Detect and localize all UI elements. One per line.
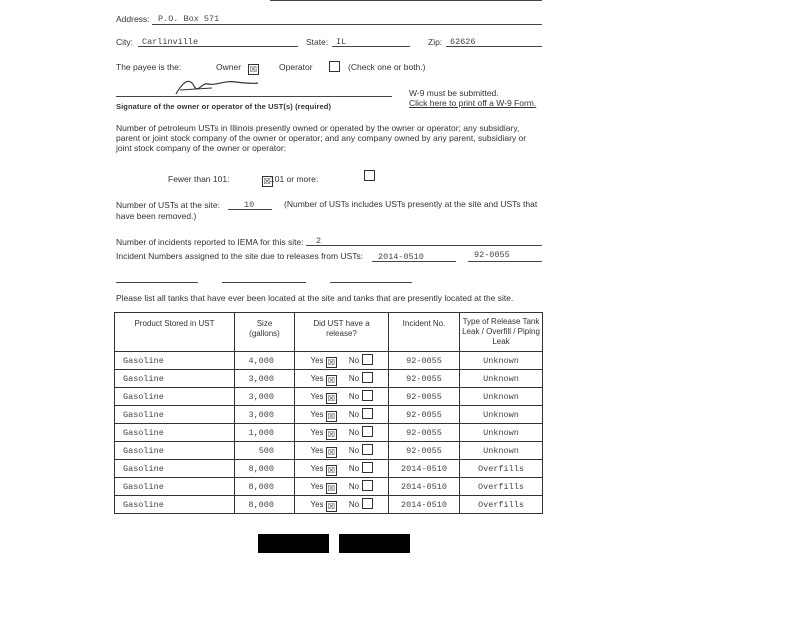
- incident-cell: 92-0055: [389, 424, 460, 442]
- address-label: Address:: [116, 14, 150, 24]
- no-label: No: [348, 445, 360, 455]
- yes-label: Yes: [310, 373, 324, 383]
- yes-label: Yes: [310, 391, 324, 401]
- incident-cell: 92-0055: [389, 388, 460, 406]
- size-cell: 4,000: [235, 352, 295, 370]
- top-partial-rule: [270, 0, 542, 1]
- release-type-cell: Unknown: [460, 352, 543, 370]
- product-cell: Gasoline: [115, 496, 235, 514]
- table-row: [115, 352, 543, 370]
- release-type-cell: Unknown: [460, 370, 543, 388]
- product-cell: Gasoline: [115, 478, 235, 496]
- yes-checkbox[interactable]: ☒: [327, 465, 335, 475]
- redaction-block-right: [339, 534, 410, 553]
- tanks-instruction: Please list all tanks that have ever been located at the site and tanks that are presently located at the site.: [116, 293, 514, 303]
- product-cell: Gasoline: [115, 442, 235, 460]
- release-type-cell: Overfills: [460, 478, 543, 496]
- payee-hint: (Check one or both.): [348, 62, 426, 72]
- owner-checkbox[interactable]: ☒: [249, 65, 258, 74]
- zip-line: [446, 46, 542, 47]
- header-incident: Incident No.: [389, 313, 460, 352]
- release-type-cell: Unknown: [460, 442, 543, 460]
- incident-number-1: 2014-0510: [378, 252, 424, 262]
- signature-label: Signature of the owner or operator of the UST(s) (required): [116, 102, 332, 111]
- release-cell: [295, 406, 389, 424]
- incident-cell: 92-0055: [389, 442, 460, 460]
- incident-cell: 92-0055: [389, 352, 460, 370]
- redaction-block-left: [258, 534, 329, 553]
- yes-label: Yes: [310, 463, 324, 473]
- release-cell: [295, 352, 389, 370]
- no-label: No: [348, 499, 360, 509]
- size-cell: 8,000: [235, 460, 295, 478]
- incident-cell: 2014-0510: [389, 460, 460, 478]
- release-type-cell: Unknown: [460, 424, 543, 442]
- size-cell: 500: [235, 442, 295, 460]
- yes-checkbox[interactable]: ☒: [327, 357, 335, 367]
- table-row: [115, 442, 543, 460]
- table-row: [115, 406, 543, 424]
- incident-number-2-line: [468, 261, 542, 262]
- incident-cell: 2014-0510: [389, 478, 460, 496]
- table-row: [115, 460, 543, 478]
- no-checkbox[interactable]: [362, 426, 373, 437]
- size-cell: 3,000: [235, 370, 295, 388]
- incidents-value: 2: [316, 236, 322, 246]
- incident-cell: 2014-0510: [389, 496, 460, 514]
- table-row: [115, 478, 543, 496]
- no-label: No: [348, 355, 360, 365]
- release-cell: [295, 478, 389, 496]
- fewer-than-101-label: Fewer than 101:: [168, 174, 230, 184]
- release-cell: [295, 370, 389, 388]
- no-label: No: [348, 391, 360, 401]
- yes-checkbox[interactable]: ☒: [327, 375, 335, 385]
- fewer-than-101-checkbox[interactable]: ☒: [263, 177, 271, 186]
- no-checkbox[interactable]: [362, 480, 373, 491]
- yes-checkbox[interactable]: ☒: [327, 429, 335, 439]
- blank-line-3: [330, 282, 412, 283]
- incident-number-1-line: [372, 261, 456, 262]
- no-checkbox[interactable]: [362, 462, 373, 473]
- size-cell: 3,000: [235, 388, 295, 406]
- no-checkbox[interactable]: [362, 444, 373, 455]
- city-value: Carlinville: [142, 37, 199, 47]
- table-row: [115, 424, 543, 442]
- no-checkbox[interactable]: [362, 408, 373, 419]
- zip-label: Zip:: [428, 37, 443, 47]
- handwritten-signature: [172, 74, 262, 98]
- release-cell: [295, 388, 389, 406]
- release-type-cell: Unknown: [460, 406, 543, 424]
- release-cell: [295, 496, 389, 514]
- payee-label: The payee is the:: [116, 62, 182, 72]
- product-cell: Gasoline: [115, 370, 235, 388]
- yes-label: Yes: [310, 409, 324, 419]
- no-label: No: [348, 427, 360, 437]
- owner-label: Owner: [216, 62, 242, 72]
- yes-checkbox[interactable]: ☒: [327, 411, 335, 421]
- header-release: Did UST have a release?: [295, 313, 389, 352]
- release-type-cell: Overfills: [460, 460, 543, 478]
- no-checkbox[interactable]: [362, 390, 373, 401]
- yes-label: Yes: [310, 499, 324, 509]
- size-cell: 8,000: [235, 496, 295, 514]
- no-checkbox[interactable]: [362, 498, 373, 509]
- usts-note: (Number of USTs includes USTs presently at the site and USTs that have been removed.): [116, 199, 538, 221]
- address-value: P.O. Box 571: [158, 14, 220, 24]
- release-type-cell: Unknown: [460, 388, 543, 406]
- incidents-line: [306, 245, 542, 246]
- no-checkbox[interactable]: [362, 372, 373, 383]
- size-cell: 1,000: [235, 424, 295, 442]
- product-cell: Gasoline: [115, 406, 235, 424]
- incident-cell: 92-0055: [389, 370, 460, 388]
- w9-notice: W-9 must be submitted.: [409, 88, 499, 98]
- yes-label: Yes: [310, 481, 324, 491]
- size-cell: 8,000: [235, 478, 295, 496]
- yes-checkbox[interactable]: ☒: [327, 393, 335, 403]
- signature-line: [116, 96, 392, 97]
- yes-checkbox[interactable]: ☒: [327, 501, 335, 511]
- release-cell: [295, 442, 389, 460]
- no-label: No: [348, 481, 360, 491]
- incident-numbers-label: Incident Numbers assigned to the site due to releases from USTs:: [116, 251, 364, 261]
- city-line: [138, 46, 298, 47]
- blank-line-2: [222, 282, 306, 283]
- usts-at-site-label: Number of USTs at the site:: [116, 200, 220, 210]
- 101-or-more-label: 101 or more:: [270, 174, 319, 184]
- product-cell: Gasoline: [115, 460, 235, 478]
- product-cell: Gasoline: [115, 388, 235, 406]
- city-label: City:: [116, 37, 133, 47]
- incident-number-2: 92-0055: [474, 250, 510, 260]
- size-cell: 3,000: [235, 406, 295, 424]
- yes-label: Yes: [310, 427, 324, 437]
- state-line: [332, 46, 410, 47]
- table-header-row: [115, 313, 543, 352]
- w9-form-link[interactable]: Click here to print off a W-9 Form.: [409, 98, 537, 108]
- product-cell: Gasoline: [115, 424, 235, 442]
- table-row: [115, 370, 543, 388]
- release-cell: [295, 424, 389, 442]
- zip-value: 62626: [450, 37, 476, 47]
- no-label: No: [348, 463, 360, 473]
- state-value: IL: [336, 37, 347, 47]
- address-line: [152, 24, 542, 25]
- header-product: Product Stored in UST: [115, 313, 235, 352]
- state-label: State:: [306, 37, 329, 47]
- incident-cell: 92-0055: [389, 406, 460, 424]
- operator-label: Operator: [279, 62, 313, 72]
- table-row: [115, 388, 543, 406]
- yes-checkbox[interactable]: ☒: [327, 447, 335, 457]
- table-row: [115, 496, 543, 514]
- header-size: Size (gallons): [235, 313, 295, 352]
- petroleum-ust-question: Number of petroleum USTs in Illinois presently owned or operated by the owner or operator; any subsidiary, parent or joint stock company of the owner or operator; and any company owned by any parent, subsidiary or joint stock company of the owner or operator:: [116, 123, 527, 153]
- 101-or-more-checkbox[interactable]: [364, 170, 375, 181]
- no-label: No: [348, 409, 360, 419]
- product-cell: Gasoline: [115, 352, 235, 370]
- blank-line-1: [116, 282, 198, 283]
- incidents-label: Number of incidents reported to IEMA for this site:: [116, 237, 304, 247]
- no-label: No: [348, 373, 360, 383]
- ust-table: [114, 312, 543, 514]
- yes-label: Yes: [310, 445, 324, 455]
- usts-at-site-value: 10: [244, 200, 255, 210]
- yes-label: Yes: [310, 355, 324, 365]
- yes-checkbox[interactable]: ☒: [327, 483, 335, 493]
- operator-checkbox[interactable]: [329, 61, 340, 72]
- release-cell: [295, 460, 389, 478]
- header-type: Type of Release Tank Leak / Overfill / Piping Leak: [460, 313, 543, 352]
- release-type-cell: Overfills: [460, 496, 543, 514]
- no-checkbox[interactable]: [362, 354, 373, 365]
